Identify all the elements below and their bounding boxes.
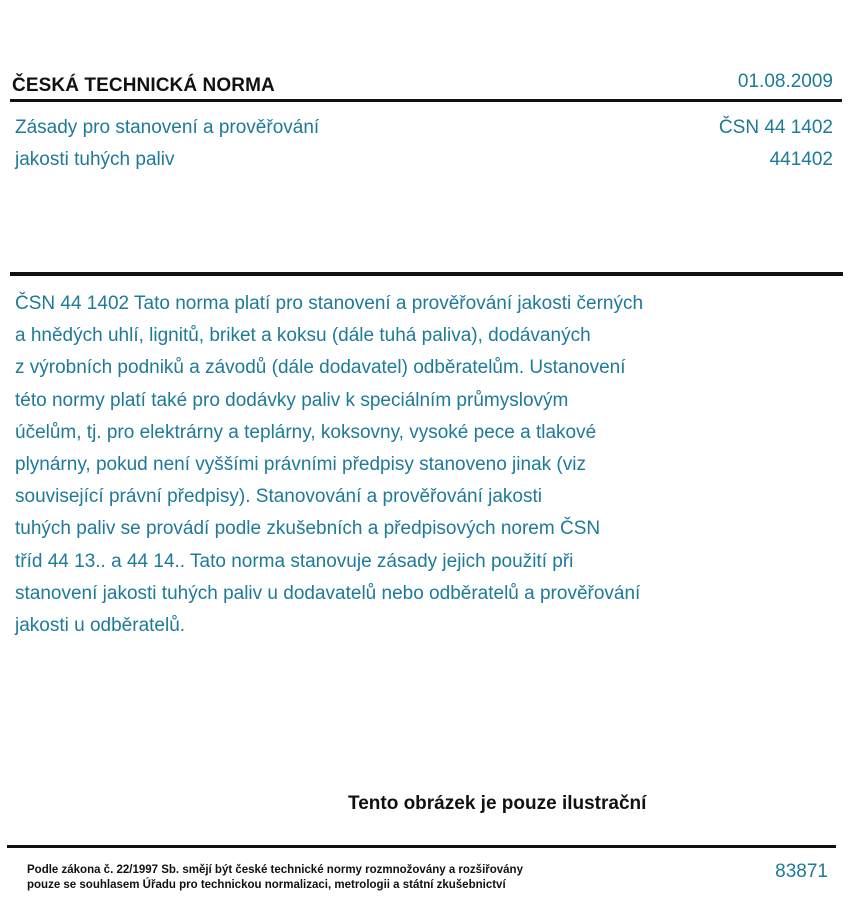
abstract-line: tuhých paliv se provádí podle zkušebních a předpisových norem ČSN [15, 518, 601, 540]
abstract-line: ČSN 44 1402 Tato norma platí pro stanovení a prověřování jakosti černých [15, 293, 644, 314]
standard-title-line-1: Zásady pro stanovení a prověřování [15, 117, 320, 138]
abstract-text [15, 288, 755, 642]
standard-title-line-2: jakosti tuhých paliv [15, 149, 175, 170]
page-number: 83871 [775, 861, 828, 882]
header-divider [10, 99, 842, 102]
issue-date: 01.08.2009 [737, 71, 833, 92]
standard-class-code: 441402 [769, 149, 833, 170]
legal-notice [27, 863, 523, 893]
legal-line: pouze se souhlasem Úřadu pro technickou normalizaci, metrologii a státní zkušebnictví [27, 879, 506, 891]
abstract-line: a hnědých uhlí, lignitů, briket a koksu (dále tuhá paliva), dodávaných [15, 325, 591, 347]
abstract-line: z výrobních podniků a závodů (dále dodavatel) odběratelům. Ustanovení [15, 357, 626, 379]
abstract-line: související právní předpisy). Stanovování a prověřování jakosti [15, 486, 542, 508]
abstract-line: této normy platí také pro dodávky paliv k speciálním průmyslovým [15, 389, 569, 411]
norm-label: ČESKÁ TECHNICKÁ NORMA [12, 75, 275, 96]
title-divider [10, 272, 843, 276]
abstract-line: jakosti u odběratelů. [15, 615, 186, 637]
illustration-note: Tento obrázek je pouze ilustrační [348, 793, 647, 814]
standard-designation: ČSN 44 1402 [718, 117, 833, 138]
abstract-line: účelům, tj. pro elektrárny a teplárny, koksovny, vysoké pece a tlakové [15, 421, 597, 443]
abstract-line: stanovení jakosti tuhých paliv u dodavatelů nebo odběratelů a prověřování [15, 582, 641, 604]
abstract-line: tříd 44 13.. a 44 14.. Tato norma stanovuje zásady jejich použití při [15, 550, 574, 572]
abstract-line: plynárny, pokud není vyššími právními předpisy stanoveno jinak (viz [15, 454, 586, 476]
legal-line: Podle zákona č. 22/1997 Sb. smějí být české technické normy rozmnožovány a rozšiřovány [27, 864, 523, 876]
footer-divider [7, 845, 836, 848]
